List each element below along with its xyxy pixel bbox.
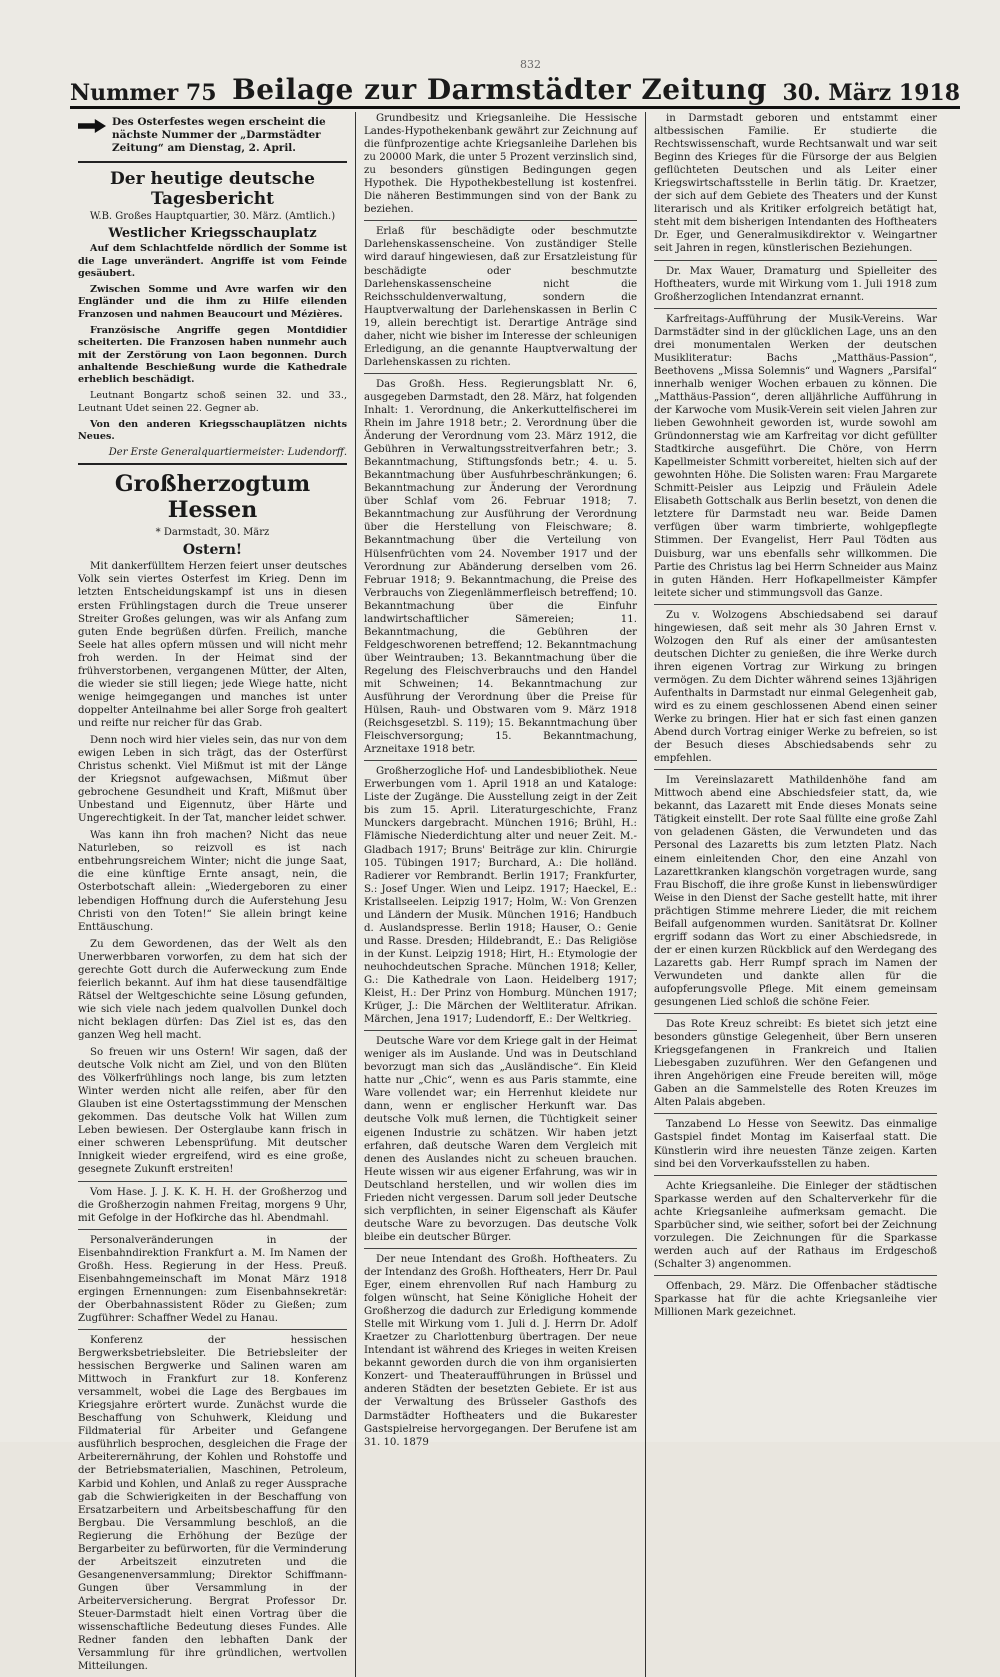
divider (364, 1248, 637, 1249)
divider (364, 760, 637, 761)
notice-text: Des Osterfestes wegen erscheint die nächste Nummer der „Darmstädter Zeitung“ am Dienstag, 2. April. (112, 116, 326, 155)
report-signature: Der Erste Generalquartiermeister: Ludendorff. (108, 447, 347, 459)
ostern-title: Ostern! (182, 542, 243, 559)
newspaper-title: Beilage zur Darmstädter Zeitung (232, 73, 767, 106)
report-title: Der heutige deutsche Tagesbericht (110, 169, 315, 210)
report-paragraph: Auf dem Schlachtfelde nördlich der Somme ist die Lage unverändert. Angriffe ist vom Feinde gesäubert. (78, 243, 347, 279)
article-paragraph: Im Vereinslazarett Mathildenhöhe fand am Mittwoch abend eine Abschiedsfeier statt, da, wie bekannt, das Lazarett mit Ende dieses Monats seine Tätigkeit einstellt. Der rote Saal füllte eine große Zahl von geladenen Gästen, die Verwundeten und das Personal des Lazaretts bis zum letzten Platz. Nach einem einleitenden Chor, den eine Anzahl von Lazarettkranken klangschön vorgetragen wurde, sang Frau Bischoff, die ihre große Kunst in liebenswürdiger Weise in den Dienst der Sache gestellt hatte, mit ihrer prächtigen Stimme mehrere Lieder, die mit reichem Beifall aufgenommen wurden. Sanitätsrat Dr. Kollner ergriff sodann das Wort zu einer Abschiedsrede, in der er einen kurzen Rückblick auf den Werdegang des Lazaretts gab. Herr Rumpf sprach im Namen der Verwundeten und dankte allen für die aufopferungsvolle Pflege. Mit einem gemeinsam gesungenen Lied schloß die schöne Feier. (654, 775, 937, 1009)
divider (364, 220, 637, 221)
article-paragraph: Konferenz der hessischen Bergwerksbetriebsleiter. Die Betriebsleiter der hessischen Bergwerke und Salinen waren am Mittwoch in Frankfurt zur 18. Konferenz versammelt, wobei die Lage des Bergbaues im Kriegsjahre erörtert wurde. Zunächst wurde die Beschaffung von Schuhwerk, Kleidung und Fildmaterial für Arbeiter und Gefangene ausführlich besprochen, desgleichen die Frage der Arbeiterernährung, der Kohlen und Rohstoffe und der Betriebsmaterialien, Maschinen, Petroleum, Karbid und Kohlen, und Anlaß zu reger Aussprache gab die Schwierigkeiten in der Beschaffung von Ersatzarbeitern und Arbeitsbeschaffung für den Bergbau. Die Versammlung beschloß, an die Regierung die Erhöhung der Bezüge der Bergarbeiter zu befürworten, für die Verminderung der Arbeitszeit einzutreten und die Gesangenenversammlung; Direktor Schiffmann-Gungen über Versammlung in der Arbeiterversicherung. Bergrat Professor Dr. Steuer-Darmstadt hielt einen Vortrag über die wissenschaftliche Bedeutung dieses Fundes. Alle Redner fanden den lebhaften Dank der Versammlung für ihre gründlichen, wertvollen Mitteilungen. (78, 1334, 347, 1673)
issue-date: 30. März 1918 (782, 80, 960, 106)
report-paragraph: Von den anderen Kriegsschauplätzen nichts Neues. (78, 418, 347, 443)
article-paragraph: So freuen wir uns Ostern! Wir sagen, daß der deutsche Volk nicht am Ziel, und von den Blüten des Völkerfrühlings noch lange, bis zum letzten Winter werden nicht alle reifen, aber für den Glauben ist eine Ostertagsstimmung der Menschen gekommen. Das deutsche Volk hat Willen zum Leben bewiesen. Der Osterglaube kann frisch in einer schweren Lebensprüfung. Mit deutscher Innigkeit wieder ergreifend, wird es eine große, gesegnete Zukunft erstreiten! (78, 1047, 347, 1176)
divider (364, 373, 637, 374)
divider (78, 1229, 347, 1230)
section-divider (78, 463, 347, 465)
hessen-dateline: * Darmstadt, 30. März (155, 527, 270, 539)
article-paragraph: Was kann ihn froh machen? Nicht das neue Naturleben, so reizvoll es ist nach entbehrungsreichem Winter; nicht die junge Saat, die eine künftige Ernte ansagt, nein, die Osterbotschaft allein: „Wiedergeboren zu einer lebendigen Hoffnung durch die Auferstehung Jesu Christi von den Toten!“ Sie allein bringt keine Enttäuschung. (78, 830, 347, 933)
issue-number: Nummer 75 (70, 80, 217, 106)
divider (654, 769, 937, 770)
column-3 (645, 112, 945, 1677)
divider (78, 1181, 347, 1182)
divider (654, 1175, 937, 1176)
article-paragraph: Erlaß für beschädigte oder beschmutzte Darlehenskassenscheine. Von zuständiger Stelle wird darauf hingewiesen, daß zur Ersatzleistung für beschädigte oder beschmutzte Darlehenskassenscheine nicht die Reichsschuldenverwaltung, sondern die Hauptverwaltung der Darlehenskassen in Berlin C 19, allein berechtigt ist. Derartige Anträge sind daher, nicht wie bisher im Interesse der schleunigen Erledigung, an die genannte Hauptverwaltung der Darlehenskassen zu richten. (364, 226, 637, 368)
divider (654, 308, 937, 309)
masthead (70, 70, 960, 109)
article-paragraph: Tanzabend Lo Hesse von Seewitz. Das einmalige Gastspiel findet Montag im Kaiserfaal statt. Die Künstlerin wird ihre neuesten Tänze zeigen. Karten sind bei den Vorverkaufsstellen zu haben. (654, 1119, 937, 1170)
report-paragraph: Leutnant Bongartz schoß seinen 32. und 33., Leutnant Udet seinen 22. Gegner ab. (78, 390, 347, 414)
column-1 (70, 112, 355, 1677)
article-paragraph: Zu v. Wolzogens Abschiedsabend sei darauf hingewiesen, daß seit mehr als 30 Jahren Ernst v. Wolzogen den Ruf als einer der amüsantesten deutschen Dichter zu genießen, die ihre Werke durch ihren eigenen Vortrag zur Wirkung zu bringen vermögen. Zu dem Dichter während seines 13jährigen Aufenthalts in Darmstadt nur einmal Gelegenheit gab, wird es zu einem geschlossenen Abend einen seiner Werke zu bringen. Hier hat er sich fast einen ganzen Abend durch Vortrag einiger Werke zu befreien, so ist der Besuch dieses Abschiedsabends sehr zu empfehlen. (654, 609, 937, 765)
article-paragraph: Karfreitags-Aufführung der Musik-Vereins. War Darmstädter sind in der glücklichen Lage, uns an den drei monumentalen Werken der deutschen Musikliteratur: Bachs „Matthäus-Passion“, Beethovens „Missa Solemnis“ und Wagners „Parsifal“ innerhalb weniger Wochen erbauen zu können. Die „Matthäus-Passion“, deren alljährliche Aufführung in der Karwoche vom Musik-Verein seit vielen Jahren zur lieben Gewohnheit geworden ist, wurde sowohl am Gründonnerstag wie am Karfreitag vor dicht gefüllter Stadtkirche ausgeführt. Die Chöre, von Herrn Kapellmeister Schmitt vorbereitet, hielten sich auf der gewohnten Höhe. Die Solisten waren: Frau Margarete Schmitt-Peisler aus Leipzig und Fräulein Adele Elisabeth Gottschalk aus Berlin besetzt, von denen die letztere für Darmstadt neu war. Beide Damen verfügen über warm timbrierte, wohlgepflegte Stimmen. Der Evangelist, Herr Paul Tödten aus Duisburg, war uns ebenfalls sehr willkommen. Die Partie des Christus lag bei Herrn Schneider aus Mainz in guten Händen. Herr Hofkapellmeister Kämpfer leitete sicher und stimmungsvoll das Ganze. (654, 313, 937, 599)
report-paragraph: Französische Angriffe gegen Montdidier scheiterten. Die Franzosen haben nunmehr auch mit der Zerstörung von Laon begonnen. Durch anhaltende Beschießung wurde die Kathedrale erheblich beschädigt. (78, 324, 347, 386)
article-paragraph: in Darmstadt geboren und entstammt einer altbessischen Familie. Er studierte die Rechtswissenschaft, wurde Rechtsanwalt und war seit Beginn des Krieges für die Fürsorge der aus Belgien geflüchteten Deutschen und als Leiter einer Kriegswirtschaftsstelle in Berlin tätig. Dr. Kraetzer, der sich auf dem Gebiete des Theaters und der Kunst literarisch und als Kritiker erfolgreich betätigt hat, steht mit dem bisherigen Intendanten des Hoftheaters Dr. Eger, und Generalmusikdirektor v. Weingartner seit Jahren in regen, künstlerischen Beziehungen. (654, 113, 937, 255)
article-paragraph: Großherzogliche Hof- und Landesbibliothek. Neue Erwerbungen vom 1. April 1918 an und Kataloge: Liste der Zugänge. Die Ausstellung zeigt in der Zeit bis zum 15. April. Literaturgeschichte, Franz Munckers dargebracht. München 1916; Brühl, H.: Flämische Niederdichtung alter und neuer Zeit. M.-Gladbach 1917; Bruns' Beiträge zur klin. Chirurgie 105. Tübingen 1917; Burchard, A.: Die holländ. Radierer vor Rembrandt. Berlin 1917; Frankfurter, S.: Josef Unger. Wien und Leipz. 1917; Haeckel, E.: Kristallseelen. Leipzig 1917; Holm, W.: Von Grenzen und Ländern der Musik. München 1916; Handbuch d. Auslandspresse. Berlin 1918; Hauser, O.: Genie und Rasse. Dresden; Hildebrandt, E.: Das Religiöse in der Kunst. Leipzig 1918; Hirt, H.: Etymologie der neuhochdeutschen Sprache. München 1918; Keller, G.: Die Kathedrale von Laon. Heidelberg 1917; Kleist, H.: Der Prinz von Homburg. München 1917; Krüger, J.: Die Märchen der Weltliteratur. Afrikan. Märchen, Jena 1917; Ludendorff, E.: Der Weltkrieg. (364, 766, 637, 1026)
report-paragraph: Zwischen Somme und Avre warfen wir den Engländer und die ihm zu Hilfe eilenden Franzosen und nahmen Beaucourt und Mézières. (78, 284, 347, 320)
divider (654, 1113, 937, 1114)
article-paragraph: Zu dem Gewordenen, das der Welt als den Unerwerbbaren vorworfen, zu dem hat sich der gerechte Gott durch die Auferweckung zum Ende feierlich bekannt. Auf ihm hat diese tausendfältige Rätsel der Weltgeschichte seine Lösung gefunden, wie sich viele nach jedem qualvollen Dunkel doch nicht beklagen dürfen: Das Ziel ist es, das den ganzen Weg hell macht. (78, 938, 347, 1041)
article-paragraph: Das Großh. Hess. Regierungsblatt Nr. 6, ausgegeben Darmstadt, den 28. März, hat folgenden Inhalt: 1. Verordnung, die Ankerkuttelfischerei im Rhein im Jahre 1918 betr.; 2. Verordnung über die Änderung der Verordnung vom 23. März 1912, die Gebühren in Verwaltungsstreitverfahren betr.; 3. Bekanntmachung, Stiftungsfonds betr.; 4. u. 5. Bekanntmachung über Ausfuhrbeschränkungen; 6. Bekanntmachung zur Änderung der Verordnung über Schlaf vom 26. Februar 1918; 7. Bekanntmachung zur Ausführung der Verordnung über die Herstellung von Fleischware; 8. Bekanntmachung über die Verteilung von Hülsenfrüchten vom 24. November 1917 und der Verordnung zur Abänderung derselben vom 26. Februar 1918; 9. Bekanntmachung, die Preise des Verbrauchs von Ziegenlämmerfleisch betreffend; 10. Bekanntmachung über die Einfuhr landwirtschaftlicher Sämereien; 11. Bekanntmachung, die Gebühren der Feldgeschworenen betreffend; 12. Bekanntmachung über Weintrauben; 13. Bekanntmachung über die Regelung des Fleischverbrauchs und den Handel mit Schweinen; 14. Bekanntmachung zur Ausführung der Verordnung über die Preise für Hülsen, Rauh- und Obstwaren vom 9. März 1918 (Reichsgesetzbl. S. 119); 15. Bekanntmachung über Fleischversorgung; 15. Bekanntmachung, Arzneitaxe 1918 betr. (364, 378, 637, 756)
divider (78, 1329, 347, 1330)
report-dateline: W.B. Großes Hauptquartier, 30. März. (Amtlich.) (89, 211, 336, 223)
column-2 (355, 112, 645, 1677)
divider (654, 604, 937, 605)
easter-notice (78, 112, 347, 163)
article-paragraph: Personalveränderungen in der Eisenbahndirektion Frankfurt a. M. Im Namen der Großh. Hess. Regierung in der Hess. Preuß. Eisenbahngemeinschaft im Monat März 1918 ergingen Ernennungen: zum Eisenbahnsekretär: der Oberbahnassistent Röder zu Gießen; zum Zugführer: Schaffner Wedel zu Hanau. (78, 1234, 347, 1324)
article-paragraph: Deutsche Ware vor dem Kriege galt in der Heimat weniger als im Auslande. Und was in Deutschland bevorzugt man sich das „Ausländische“. Ein Kleid hatte nur „Chic“, wenn es aus Paris stammte, eine Ware vollendet war; ein Herrenhut kleidete nur dann, wenn er englischer Herkunft war. Das deutsche Volk muß lernen, die Tüchtigkeit seiner eigenen Industrie zu schätzen. Wir haben jetzt erfahren, daß deutsche Waren dem Vergleich mit denen des Auslandes nicht zu scheuen brauchen. Heute wissen wir aus eigener Erfahrung, was wir in Deutschland herstellen, und wir wollen dies im Frieden nicht vergessen. Darum soll jeder Deutsche sich verpflichten, in seiner Eigenschaft als Käufer deutsche Ware zu bevorzugen. Das deutsche Volk bleibe ein deutscher Bürger. (364, 1036, 637, 1243)
divider (364, 1030, 637, 1031)
article-paragraph: Dr. Max Wauer, Dramaturg und Spielleiter des Hoftheaters, wurde mit Wirkung vom 1. Juli 1918 zum Großherzoglichen Intendanzrat ernannt. (654, 265, 937, 303)
article-paragraph: Der neue Intendant des Großh. Hoftheaters. Zu der Intendanz des Großh. Hoftheaters, Herr Dr. Paul Eger, einem ehrenvollen Ruf nach Hamburg zu folgen wünscht, hat Seine Königliche Hoheit der Großherzog die dadurch zur Erledigung kommende Stelle mit Wirkung vom 1. Juli d. J. Herrn Dr. Adolf Kraetzer zu Charlottenburg übertragen. Der neue Intendant ist während des Krieges in weiten Kreisen bekannt geworden durch die von ihm organisierten Konzert- und Theateraufführungen in Brüssel und anderen Städten der besetzten Gebiete. Er ist aus der Verwaltung des Brüsseler Gasthofs des Darmstädter Hoftheaters und die Bukarester Gastspielreise hervorgegangen. Der Berufene ist am 31. 10. 1879 (364, 1253, 637, 1448)
article-paragraph: Das Rote Kreuz schreibt: Es bietet sich jetzt eine besonders günstige Gelegenheit, über Bern unseren Kriegsgefangenen in Frankreich und Italien Liebesgaben zuzuführen. Wer den Gefangenen und ihren Angehörigen eine Freude bereiten will, möge Gaben an die Sammelstelle des Roten Kreuzes im Alten Palais abgeben. (654, 1019, 937, 1109)
hessen-title: Großherzogtum Hessen (114, 471, 311, 524)
article-paragraph: Achte Kriegsanleihe. Die Einleger der städtischen Sparkasse werden auf den Schalterverkehr für die achte Kriegsanleihe aufmerksam gemacht. Die Sparbücher sind, wie seither, sofort bei der Zeichnung vorzulegen. Die Zeichnungen für die Sparkasse werden auch auf der Rathaus im Erdgeschoß (Schalter 3) angenommen. (654, 1180, 937, 1270)
article-paragraph: Denn noch wird hier vieles sein, das nur von dem ewigen Leben in sich trägt, das der Osterfürst Christus schenkt. Viel Mißmut ist mit der Länge der Kriegsnot aufgewachsen, Mißmut über gebrochene Gesundheit und Kraft, Mißmut über Unbestand und Eigennutz, über Härte und Ungerechtigkeit. In der Tat, mancher leidet schwer. (78, 734, 347, 825)
article-paragraph: Grundbesitz und Kriegsanleihe. Die Hessische Landes-Hypothekenbank gewährt zur Zeichnung auf die fünfprozentige achte Kriegsanleihe Darlehen bis zu 20000 Mark, die unter 5 Prozent verzinslich sind, zu besonders günstigen Bedingungen gegen Hypothek. Die Hypothekbestellung ist kostenfrei. Die näheren Bestimmungen sind von der Bank zu beziehen. (364, 113, 637, 216)
page-number: 832 (520, 58, 541, 71)
divider (654, 260, 937, 261)
divider (654, 1013, 937, 1014)
pointing-hand-icon (78, 119, 106, 133)
article-paragraph: Offenbach, 29. März. Die Offenbacher städtische Sparkasse hat für die achte Kriegsanleihe vier Millionen Mark gezeichnet. (654, 1280, 937, 1319)
article-paragraph: Vom Hase. J. J. K. K. H. H. der Großherzog und die Großherzogin nahmen Freitag, morgens 9 Uhr, mit Gefolge in der Hofkirche das hl. Abendmahl. (78, 1186, 347, 1224)
divider (654, 1275, 937, 1276)
west-front-title: Westlicher Kriegsschauplatz (108, 226, 317, 242)
article-paragraph: Mit dankerfülltem Herzen feiert unser deutsches Volk sein viertes Osterfest im Krieg. Denn im letzten Entscheidungskampf ist uns in diesen ersten Frühlingstagen durch die Treue unserer Streiter Großes gelungen, was wir als Anfang zum guten Ende begrüßen dürfen. Freilich, manche Seele hat alles opfern müssen und will nicht mehr froh werden. In der Heimat sind der frühverstorbenen, vergangenen Mütter, der Alten, die wieder sie still liegen; jede Wiege hatte, nicht wenige heimgegangen und manches ist unter doppelter Anteilnahme bei aller Sorge froh gealtert und reifte nur reicher für das Grab. (78, 561, 347, 729)
article-columns (70, 112, 960, 1673)
